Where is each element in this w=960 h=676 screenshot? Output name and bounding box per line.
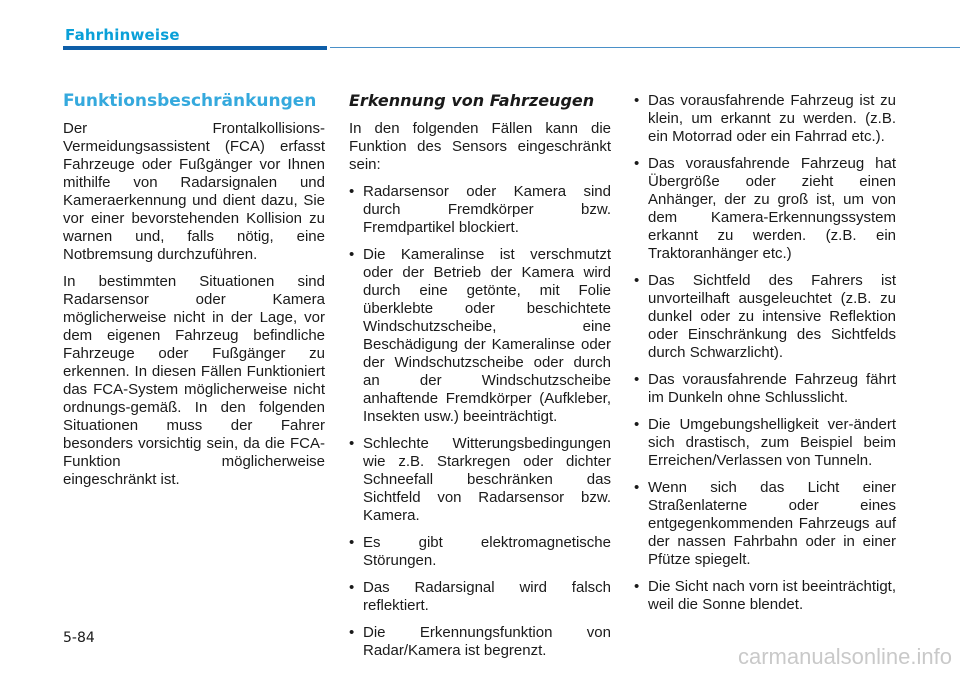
list-item-text: Die Kameralinse ist verschmutzt oder der Betrieb der Kamera wird durch eine getönte, mit Folie überklebte oder beschichtete Windschutzscheibe, eine Beschädigung der Kameralinse oder der Windschutzscheibe oder durch an der Windschutzscheibe anhaftende Fremdkörper (Aufkleber, Insekten usw.) beeinträchtigt. <box>363 246 611 425</box>
page-number: 5-84 <box>63 630 95 646</box>
bullet-icon: • <box>349 435 355 452</box>
bullet-list <box>349 183 611 660</box>
list-item <box>634 416 896 470</box>
bullet-icon: • <box>634 371 640 388</box>
header-rule-thin <box>330 47 960 48</box>
heading-erkennung-von-fahrzeugen: Erkennung von Fahrzeugen <box>349 91 595 110</box>
bullet-icon: • <box>634 155 640 172</box>
list-item <box>634 92 896 146</box>
list-item-text: Die Erkennungsfunktion von Radar/Kamera ist begrenzt. <box>363 624 611 659</box>
column-left <box>63 92 325 498</box>
column-right <box>634 92 896 623</box>
list-item-text: Das vorausfahrende Fahrzeug hat Übergröße oder zieht einen Anhänger, der zu groß ist, um von dem Kamera-Erkennungssystem erkannt zu werden. (z.B. ein Traktoranhänger etc.) <box>648 155 896 262</box>
list-item-text: Radarsensor oder Kamera sind durch Fremdkörper bzw. Fremdpartikel blockiert. <box>363 183 611 236</box>
intro-paragraph: In den folgenden Fällen kann die Funktion des Sensors eingeschränkt sein: <box>349 120 611 173</box>
list-item <box>634 479 896 569</box>
bullet-icon: • <box>634 479 640 496</box>
list-item <box>349 435 611 525</box>
bullet-icon: • <box>349 183 355 200</box>
list-item <box>349 183 611 237</box>
watermark: carmanualsonline.info <box>737 644 952 669</box>
header-rule-thick <box>63 46 327 50</box>
list-item-text: Die Umgebungshelligkeit ver-ändert sich drastisch, zum Beispiel beim Erreichen/Verlassen von Tunneln. <box>648 416 896 469</box>
paragraph: Der Frontalkollisions-Vermeidungsassistent (FCA) erfasst Fahrzeuge oder Fußgänger vor Ihnen mithilfe von Radarsignalen und Kameraerkennung und dient dazu, Sie vor einer bevorstehenden Kollision zu warnen und, falls nötig, eine Notbremsung durchzuführen. <box>63 120 325 263</box>
bullet-icon: • <box>349 624 355 641</box>
bullet-list <box>634 92 896 614</box>
bullet-icon: • <box>349 246 355 263</box>
list-item <box>634 272 896 362</box>
list-item <box>349 534 611 570</box>
list-item-text: Das Radarsignal wird falsch reflektiert. <box>363 579 611 614</box>
bullet-icon: • <box>634 578 640 595</box>
bullet-icon: • <box>349 579 355 596</box>
heading-funktionsbeschraenkungen: Funktionsbeschränkungen <box>63 91 317 111</box>
bullet-icon: • <box>634 416 640 433</box>
list-item <box>634 371 896 407</box>
list-item-text: Das vorausfahrende Fahrzeug ist zu klein, um erkannt zu werden. (z.B. ein Motorrad oder ein Fahrrad etc.). <box>648 92 896 145</box>
list-item-text: Schlechte Witterungsbedingungen wie z.B. Starkregen oder dichter Schneefall beschränken das Sichtfeld von Radarsensor bzw. Kamera. <box>363 435 611 524</box>
list-item <box>634 578 896 614</box>
list-item <box>349 579 611 615</box>
bullet-icon: • <box>349 534 355 551</box>
bullet-icon: • <box>634 92 640 109</box>
list-item-text: Wenn sich das Licht einer Straßenlaterne oder eines entgegenkommenden Fahrzeugs auf der nassen Fahrbahn oder in einer Pfütze spiegelt. <box>648 479 896 568</box>
paragraph: In bestimmten Situationen sind Radarsensor oder Kamera möglicherweise nicht in der Lage, vor dem eigenen Fahrzeug befindliche Fahrzeuge oder Fußgänger zu erkennen. In diesen Fällen Funktioniert das FCA-System möglicherweise nicht ordnungs-gemäß. In den folgenden Situationen muss der Fahrer besonders vorsichtig sein, da die FCA-Funktion möglicherweise eingeschränkt ist. <box>63 273 325 488</box>
list-item <box>349 246 611 426</box>
list-item <box>634 155 896 263</box>
column-middle <box>349 92 611 669</box>
list-item-text: Die Sicht nach vorn ist beeinträchtigt, weil die Sonne blendet. <box>648 578 896 613</box>
list-item-text: Es gibt elektromagnetische Störungen. <box>363 534 611 569</box>
list-item <box>349 624 611 660</box>
list-item-text: Das vorausfahrende Fahrzeug fährt im Dunkeln ohne Schlusslicht. <box>648 371 896 406</box>
bullet-icon: • <box>634 272 640 289</box>
section-title: Fahrhinweise <box>65 26 180 44</box>
list-item-text: Das Sichtfeld des Fahrers ist unvorteilhaft ausgeleuchtet (z.B. zu dunkel oder zu intensive Reflektion oder Einschränkung des Sichtfelds durch Schwarzlicht). <box>648 272 896 361</box>
